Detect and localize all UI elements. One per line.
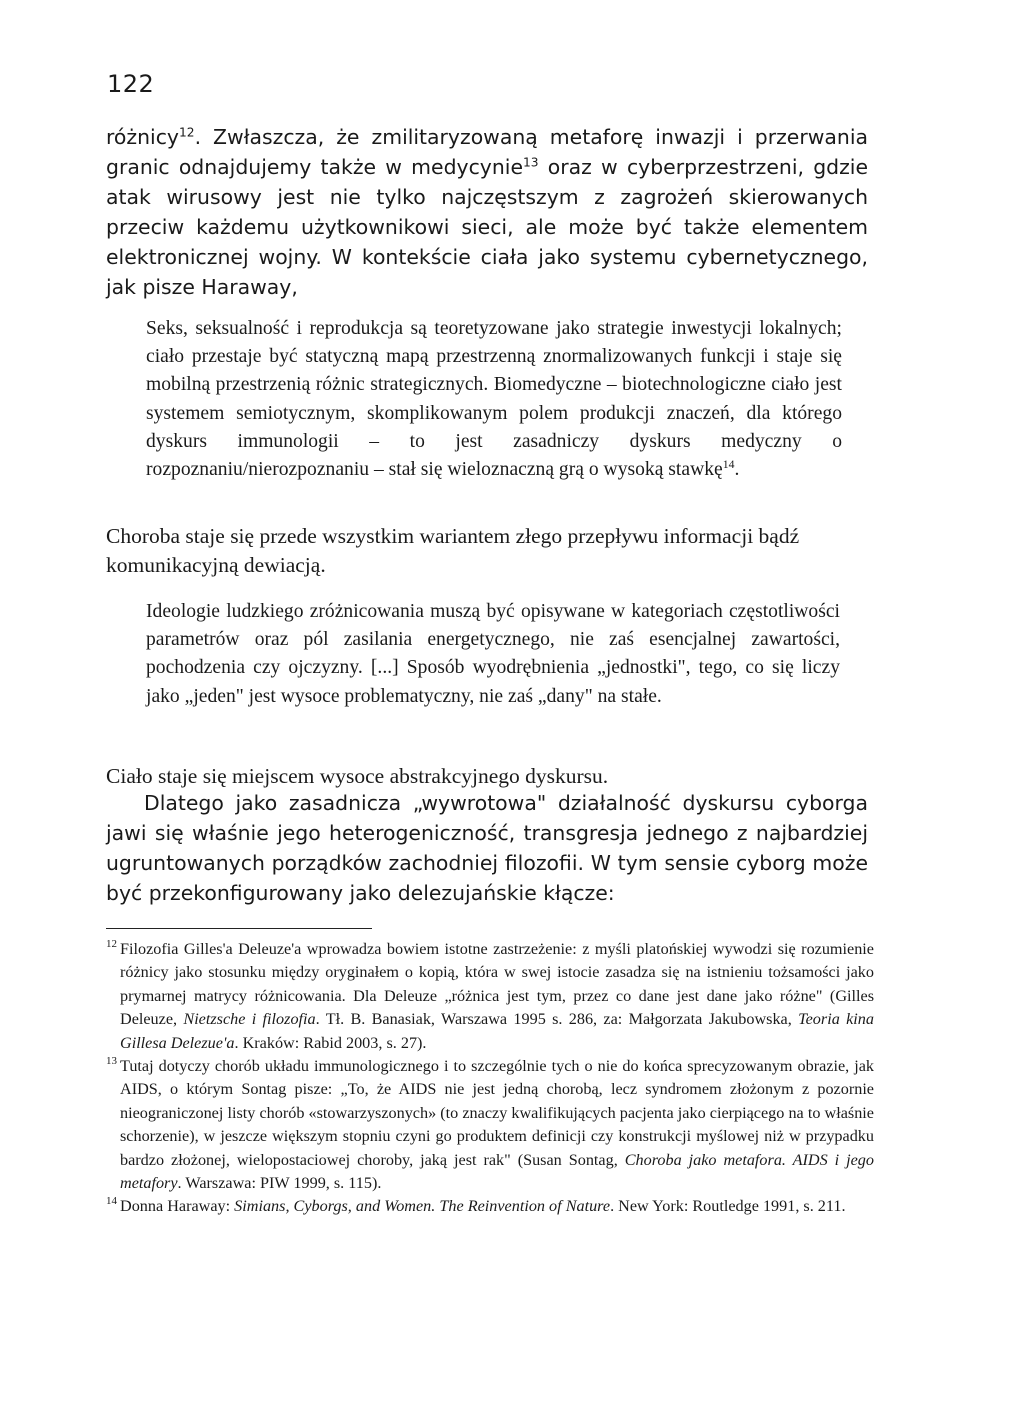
body-paragraph-4 [106,788,868,908]
footnote-12 [106,938,874,1055]
footnote-text: Tutaj dotyczy chorób układu immunologicznego i to szczególnie tych o nie do końca sprecyzowanym obrazie, jak AIDS, o którym Sontag pisze: „To, że AIDS nie jest jedną chorobą, lecz syndromem złożonym z pozornie nieograniczonej listy chorób «stowarzyszonych» (to znaczy kwalifikujących pacjenta jako cierpiącego na to właśnie schorzenie), w jeszcze większym stopniu czyni go produktem definicji czy konstrukcji myślowej niż w przypadku bardzo złożonej, wielopostaciowej choroby, jaką jest rak" (Susan Sontag, [120,1057,874,1169]
footnote-text: . Tł. B. Banasiak, Warszawa 1995 s. 286, za: Małgorzata Jakubowska, [315,1010,799,1029]
body-text: . Zwłaszcza, że zmilitaryzowaną metaforę inwazji i przerwania granic odnajdujemy także w medycynie [106,125,868,179]
block-quote-1 [146,315,842,484]
footnote-number: 12 [106,938,117,950]
footnote-ref-13[interactable]: 13 [523,155,539,170]
footnote-title: Simians, Cyborgs, and Women. The Reinvention of Nature [234,1197,611,1216]
footnote-text: . New York: Routledge 1991, s. 211. [610,1197,846,1216]
footnote-title: Nietzsche i filozofia [183,1010,316,1029]
footnote-ref-12[interactable]: 12 [178,125,195,140]
footnote-text: Donna Haraway: [120,1197,235,1216]
footnote-text: Filozofia Gilles'a Deleuze'a wprowadza bowiem istotne zastrzeżenie: z myśli platońskiej wywodzi się rozumienie różnicy jako stosunku między oryginałem o kopią, która w swej istocie zasadza się na istnieniu tożsamości jako prymarnej matrycy różnicowania. Dla Deleuze „różnica jest tym, przez co dane jest dane jako różne" (Gilles Deleuze, [120,940,874,1029]
body-text: oraz w cyberprzestrzeni, gdzie atak wirusowy jest nie tylko najczęstszym z zagrożeń skierowanych przeciw każdemu użytkownikowi sieci, ale może być także elementem elektronicznej wojny. W kontekście ciała jako systemu cybernetycznego, jak pisze Haraway, [106,155,868,299]
quote-text-end: . [734,459,740,481]
block-quote-2: Ideologie ludzkiego zróżnicowania muszą być opisywane w kategoriach częstotliwości parametrów oraz pól zasilania energetycznego, nie zaś esencjalnej zawartości, pochodzenia czy ojczyzny. [...] Sposób wyodrębnienia „jednostki", tego, co się liczy jako „jeden" jest wysoce problematyczny, nie zaś „dany" na stałe. [146,601,840,707]
body-paragraph-3: Ciało staje się miejscem wysoce abstrakcyjnego dyskursu. [106,764,609,788]
footnotes [106,938,874,1219]
footnote-number: 13 [106,1055,117,1068]
body-text: Dlatego jako zasadnicza „wywrotowa" działalność dyskursu cyborga jawi się właśnie jego heterogeniczność, transgresja jednego z najbardziej ugruntowanych porządków zachodniej filozofii. W tym sensie cyborg może być przekonfigurowany jako delezujańskie kłącze: [106,791,868,905]
body-text: różnicy [106,125,179,149]
footnote-text: . Warszawa: PIW 1999, s. 115). [177,1174,382,1193]
footnote-ref-14[interactable]: 14 [722,457,735,471]
footnote-14 [106,1195,874,1218]
footnote-number: 14 [106,1195,117,1208]
page-number: 122 [107,70,155,98]
footnote-text: . Kraków: Rabid 2003, s. 27). [234,1033,427,1052]
footnote-title: Choroba jako metafora. AIDS i jego metafory [120,1150,874,1193]
footnote-13 [106,1055,874,1195]
footnote-divider [106,928,372,929]
body-paragraph-2: Choroba staje się przede wszystkim wariantem złego przepływu informacji bądź komunikacyjną dewiacją. [106,524,800,577]
quote-text: Seks, seksualność i reprodukcja są teoretyzowane jako strategie inwestycji lokalnych; ciało przestaje być statyczną mapą przestrzenną znormalizowanych funkcji i staje się mobilną przestrzenią różnic strategicznych. Biomedyczne – biotechnologiczne ciało jest systemem semiotycznym, skomplikowanym polem produkcji znaczeń, dla którego dyskurs immunologii – to jest zasadniczy dyskurs medyczny o rozpoznaniu/nierozpoznaniu – stał się wieloznaczną grą o wysoką stawkę [146,318,842,481]
body-paragraph-1 [106,122,868,302]
footnote-title: Teoria kina Gillesa Delezue'a [120,1010,874,1052]
